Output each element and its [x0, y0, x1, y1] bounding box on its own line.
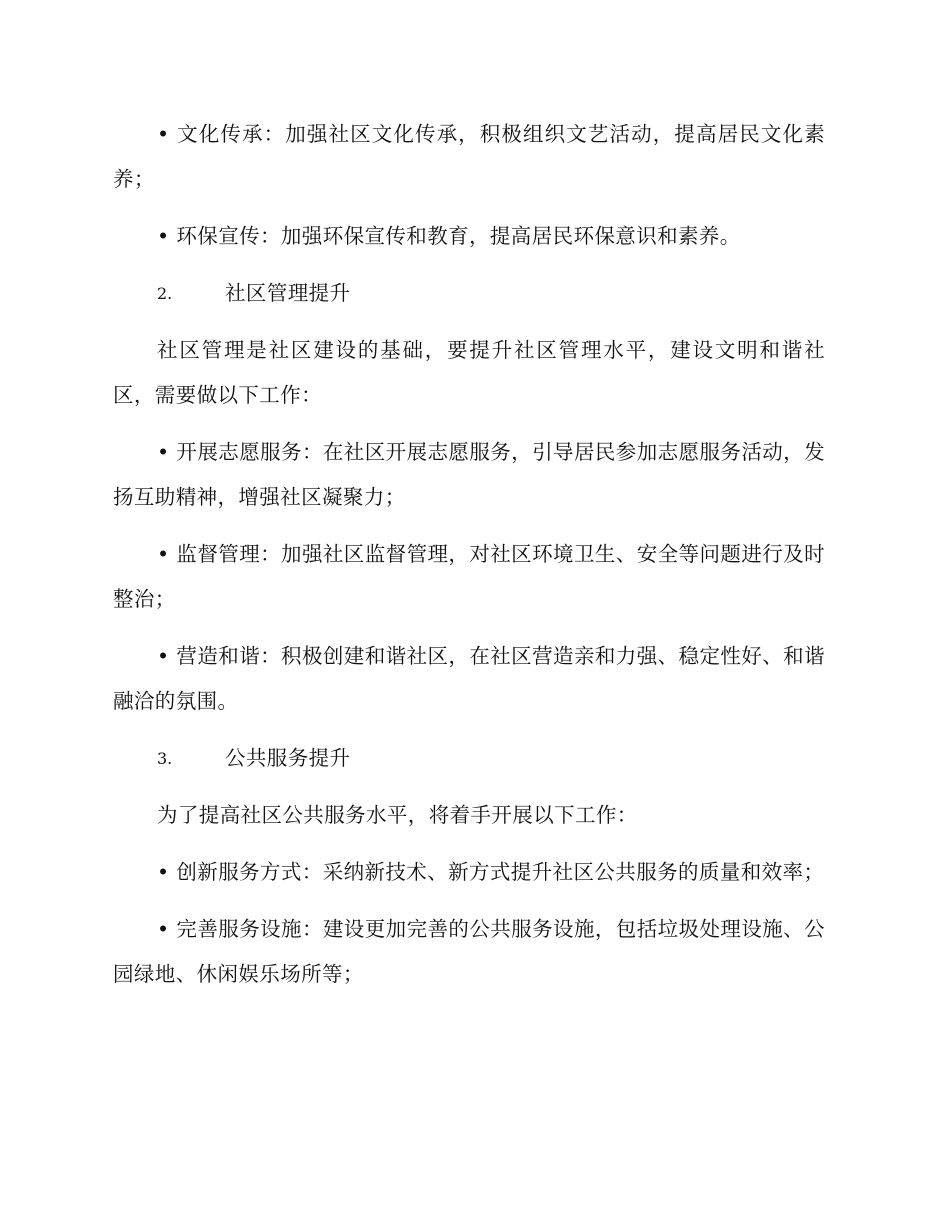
intro-paragraph: 社区管理是社区建设的基础，要提升社区管理水平，建设文明和谐社区，需要做以下工作：: [113, 338, 825, 407]
bullet-facilities: • 完善服务设施：建设更加完善的公共服务设施，包括垃圾处理设施、公园绿地、休闲娱乐场所等；: [113, 917, 825, 986]
bullet-culture: • 文化传承：加强社区文化传承，积极组织文艺活动，提高居民文化素养；: [113, 122, 825, 191]
bullet-environment: • 环保宣传：加强环保宣传和教育，提高居民环保意识和素养。: [157, 224, 741, 248]
document-body: [113, 112, 825, 1009]
bullet-innovation: • 创新服务方式：采纳新技术、新方式提升社区公共服务的质量和效率；: [157, 860, 825, 884]
bullet-harmony: • 营造和谐：积极创建和谐社区，在社区营造亲和力强、稳定性好、和谐融洽的氛围。: [113, 644, 825, 713]
section-heading-2: [113, 271, 825, 316]
intro-paragraph: 为了提高社区公共服务水平，将着手开展以下工作：: [157, 803, 638, 827]
section-number: 2.: [157, 284, 173, 303]
bullet-supervision: • 监督管理：加强社区监督管理，对社区环境卫生、安全等问题进行及时整治；: [113, 542, 825, 611]
bullet-volunteer: • 开展志愿服务：在社区开展志愿服务，引导居民参加志愿服务活动，发扬互助精神，增强社区凝聚力；: [113, 440, 825, 509]
section-title: 公共服务提升: [225, 746, 351, 770]
section-title: 社区管理提升: [225, 281, 351, 305]
section-heading-3: [113, 736, 825, 781]
section-number: 3.: [157, 749, 173, 768]
